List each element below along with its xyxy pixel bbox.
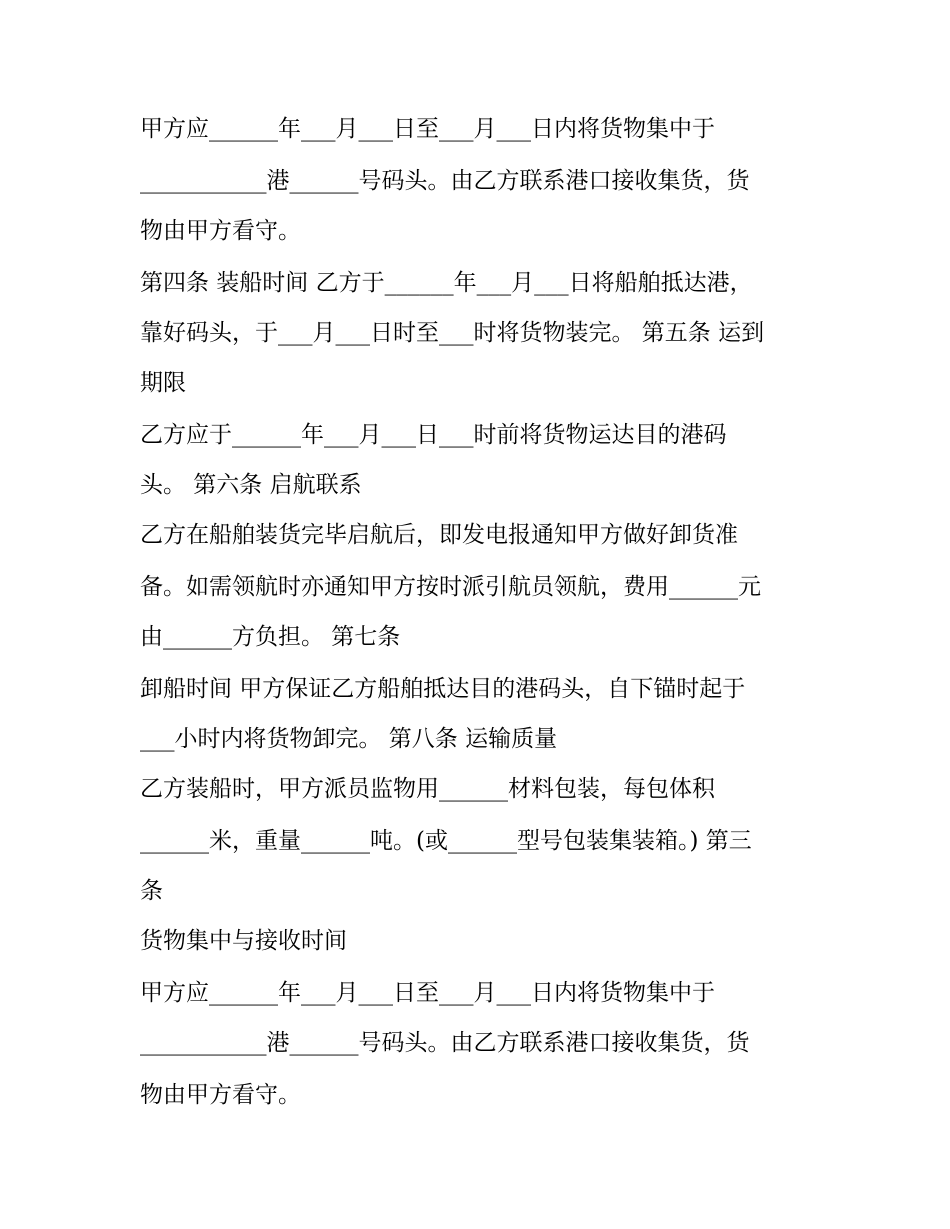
text-line-12: 卸船时间 甲方保证乙方船舶抵达目的港码头，自下锚时起于 — [140, 676, 746, 702]
text-line-17: 货物集中与接收时间 — [140, 928, 347, 954]
text-line-16: 条 — [140, 878, 163, 904]
text-line-3: 物由甲方看守。 — [140, 218, 301, 244]
text-line-9: 乙方在船舶装货完毕启航后，即发电报通知甲方做好卸货准 — [140, 522, 738, 548]
text-line-8: 头。 第六条 启航联系 — [140, 472, 362, 498]
text-line-18: 甲方应______年___月___日至___月___日内将货物集中于 — [140, 980, 715, 1006]
text-line-1: 甲方应______年___月___日至___月___日内将货物集中于 — [140, 116, 715, 142]
text-line-19: ___________港______号码头。由乙方联系港口接收集货，货 — [140, 1030, 750, 1056]
text-line-15: ______米，重量______吨。(或______型号包装集装箱。) 第三 — [140, 828, 752, 854]
text-line-14: 乙方装船时，甲方派员监物用______材料包装，每包体积 — [140, 776, 715, 802]
text-line-2: ___________港______号码头。由乙方联系港口接收集货，货 — [140, 168, 750, 194]
text-line-11: 由______方负担。 第七条 — [140, 624, 401, 650]
text-line-20: 物由甲方看守。 — [140, 1082, 301, 1108]
text-line-7: 乙方应于______年___月___日___时前将货物运达目的港码 — [140, 422, 727, 448]
text-line-10: 备。如需领航时亦通知甲方按时派引航员领航，费用______元 — [140, 574, 761, 600]
text-line-5: 靠好码头，于___月___日时至___时将货物装完。 第五条 运到 — [140, 320, 765, 346]
text-line-4: 第四条 装船时间 乙方于______年___月___日将船舶抵达港， — [140, 270, 753, 296]
text-line-6: 期限 — [140, 370, 186, 396]
text-line-13: ___小时内将货物卸完。 第八条 运输质量 — [140, 726, 558, 752]
